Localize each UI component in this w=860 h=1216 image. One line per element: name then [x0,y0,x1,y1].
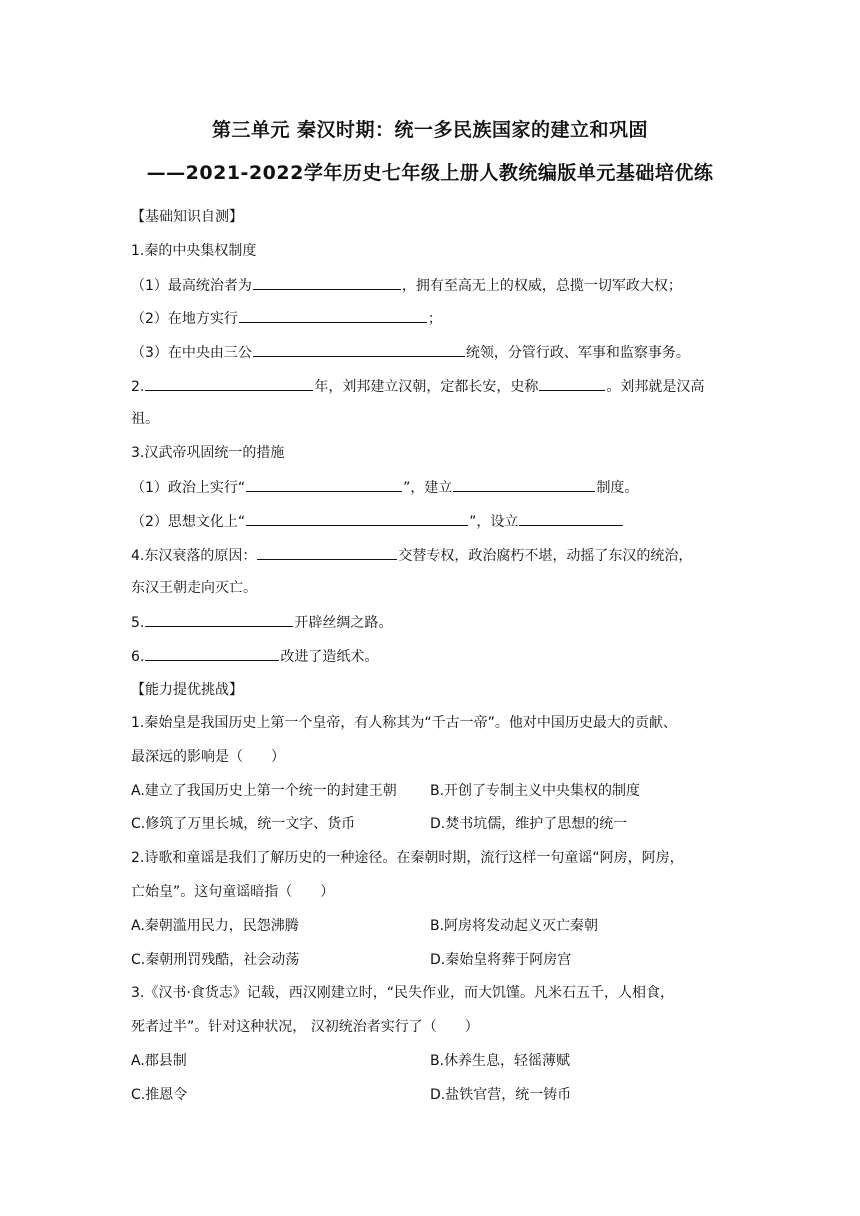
answer-blank[interactable] [519,510,623,526]
answer-blank[interactable] [253,274,401,290]
answer-blank[interactable] [253,341,465,357]
option-a[interactable]: A.郡县制 [131,1053,187,1069]
question-text: 5. [131,615,145,631]
question-4 [131,544,692,565]
question-1-sub-1 [131,274,682,295]
answer-blank[interactable] [145,375,313,391]
question-text: （3）在中央由三公 [131,345,252,361]
question-5 [131,611,392,632]
option-b[interactable]: B.开创了专制主义中央集权的制度 [430,783,641,799]
option-c[interactable]: C.秦朝刑罚残酷，社会动荡 [131,952,300,968]
option-d[interactable]: D.秦始皇将葬于阿房宫 [430,952,572,968]
question-text: 制度。 [596,480,639,496]
question-text: 。刘邦就是汉高 [606,379,705,395]
question-3-sub-2 [131,510,624,531]
question-text: 改进了造纸术。 [280,649,379,665]
option-a[interactable]: A.建立了我国历史上第一个统一的封建王朝 [131,783,397,799]
mc-question-3: 3.《汉书·食货志》记载，西汉刚建立时，“民失作业，而大饥馑。凡米石五千，人相食， [131,985,675,1001]
question-text: （2）思想文化上“ [131,514,246,530]
question-text: 开辟丝绸之路。 [294,615,393,631]
answer-blank[interactable] [453,476,595,492]
question-6 [131,645,378,666]
option-d[interactable]: D.盐铁官营，统一铸币 [430,1087,572,1103]
section-heading-advanced: 【能力提优挑战】 [131,682,243,698]
question-1-sub-3 [131,341,690,362]
question-4-continued: 东汉王朝走向灭亡。 [131,580,257,596]
option-d[interactable]: D.焚书坑儒，维护了思想的统一 [430,816,628,832]
option-b[interactable]: B.休养生息，轻徭薄赋 [430,1053,571,1069]
document-subtitle: ——2021-2022学年历史七年级上册人教统编版单元基础培优练 [146,162,714,184]
option-a[interactable]: A.秦朝滥用民力，民怨沸腾 [131,918,299,934]
question-2 [131,375,704,396]
question-text: 年，刘邦建立汉朝，定都长安，史称 [314,379,539,395]
mc-question-3-continued: 死者过半”。针对这种状况， 汉初统治者实行了（ ） [131,1019,479,1035]
answer-blank[interactable] [257,544,397,560]
document-title: 第三单元 秦汉时期：统一多民族国家的建立和巩固 [211,119,649,141]
question-1-stem: 1.秦的中央集权制度 [131,243,257,259]
question-text: （1）政治上实行“ [131,480,246,496]
answer-blank[interactable] [145,645,279,661]
question-text: ； [427,311,442,327]
question-text: （1）最高统治者为 [131,278,252,294]
mc-question-2: 2.诗歌和童谣是我们了解历史的一种途径。在秦朝时期，流行这样一句童谣“阿房，阿房， [131,850,684,866]
question-text: ”，设立 [469,514,519,530]
question-text: 6. [131,649,145,665]
answer-blank[interactable] [539,375,605,391]
question-3-stem: 3.汉武帝巩固统一的措施 [131,445,285,461]
question-text: 4.东汉衰落的原因： [131,548,257,564]
question-text: 2. [131,379,145,395]
question-text: （2）在地方实行 [131,311,238,327]
option-c[interactable]: C.推恩令 [131,1087,188,1103]
section-heading-basic: 【基础知识自测】 [131,209,243,225]
question-text: 交替专权，政治腐朽不堪，动摇了东汉的统治， [398,548,693,564]
question-text: 统领，分管行政、军事和监察事务。 [465,345,690,361]
mc-question-2-continued: 亡始皇”。这句童谣暗指（ ） [131,884,335,900]
answer-blank[interactable] [246,476,402,492]
question-text: ，拥有至高无上的权威，总揽一切军政大权； [401,278,682,294]
answer-blank[interactable] [239,307,427,323]
answer-blank[interactable] [145,611,293,627]
question-3-sub-1 [131,476,638,497]
option-b[interactable]: B.阿房将发动起义灭亡秦朝 [430,918,599,934]
mc-question-1: 1.秦始皇是我国历史上第一个皇帝，有人称其为“千古一帝”。他对中国历史最大的贡献、 [131,715,677,731]
answer-blank[interactable] [246,510,468,526]
question-text: ”，建立 [403,480,453,496]
question-2-continued: 祖。 [131,411,159,427]
mc-question-1-continued: 最深远的影响是（ ） [131,749,285,765]
option-c[interactable]: C.修筑了万里长城，统一文字、货币 [131,816,356,832]
question-1-sub-2 [131,307,442,328]
